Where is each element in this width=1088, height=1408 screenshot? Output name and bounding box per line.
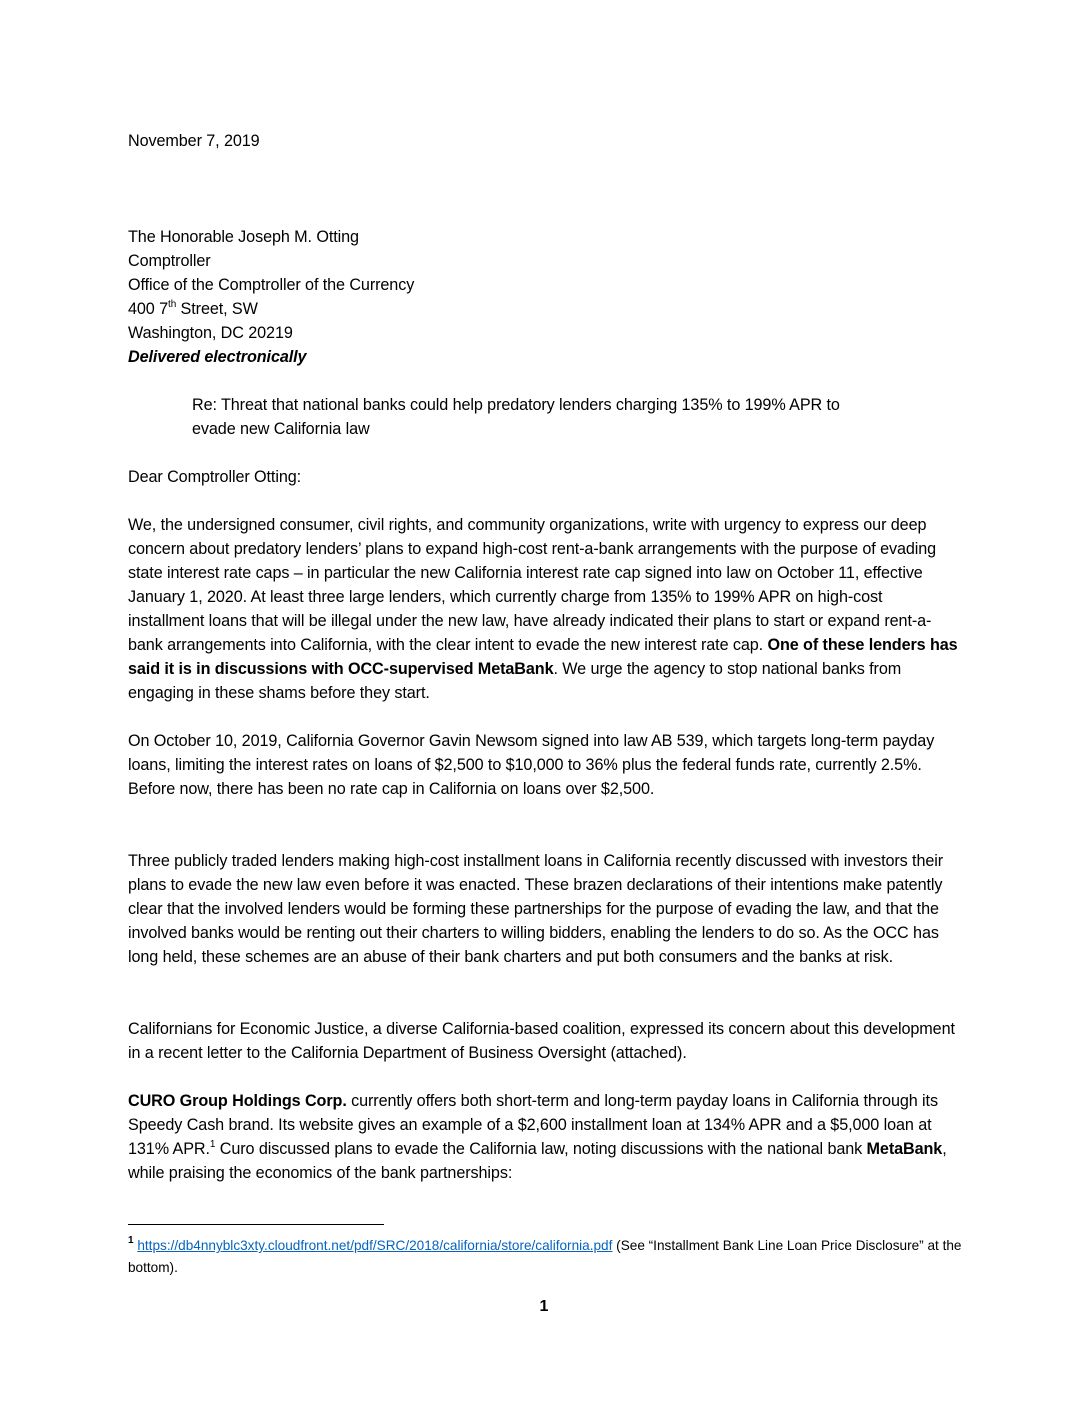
recipient-office: Office of the Comptroller of the Currency bbox=[128, 276, 415, 294]
salutation: Dear Comptroller Otting: bbox=[128, 468, 302, 486]
delivery-note: Delivered electronically bbox=[128, 348, 307, 366]
paragraph-2: On October 10, 2019, California Governor Gavin Newsom signed into law AB 539, which targets long-term payday loans, limiting the interest rates on loans of $2,500 to $10,000 to 36% plus the federal funds rate, currently 2.5%. Before now, there has been no rate cap in California on loans over $2,500. bbox=[128, 732, 935, 798]
paragraph-5: CURO Group Holdings Corp. currently offers both short-term and long-term payday loans in California through its Speedy Cash brand. Its website gives an example of a $2,600 installment loan at 134% APR and a $5,000 loan at 131% APR.$^1$ Curo discussed plans to evade the California law, noting discussions with the national bank MetaBank, while praising the economics of the bank partnerships: bbox=[128, 1092, 947, 1182]
subject-line-2: evade new California law bbox=[192, 420, 370, 438]
footnote: $^1$ https://db4nnyblc3xty.cloudfront.net/pdf/SRC/2018/california/store/california.pdf (See “Installment Bank Line Loan Price Disclosure” at the bottom). bbox=[128, 1235, 962, 1275]
paragraph-1: We, the undersigned consumer, civil rights, and community organizations, write with urgency to express our deep concern about predatory lenders’ plans to expand high-cost rent-a-bank arrangements with the purpose of evading state interest rate caps – in particular the new California interest rate cap signed into law on October 11, effective January 1, 2020. At least three large lenders, which currently charge from 135% to 199% APR on high-cost installment loans that will be illegal under the new law, have already indicated their plans to start or expand rent-a-bank arrangements into California, with the clear intent to evade the new interest rate cap. One of these lenders has said it is in discussions with OCC-supervised MetaBank. We urge the agency to stop national banks from engaging in these shams before they start. bbox=[128, 516, 958, 702]
footnote-divider bbox=[128, 1224, 384, 1225]
footnote-link[interactable]: https://db4nnyblc3xty.cloudfront.net/pdf/SRC/2018/california/store/california.pdf bbox=[137, 1238, 613, 1253]
recipient-street: 400 7th Street, SW bbox=[128, 298, 258, 318]
recipient-title: Comptroller bbox=[128, 252, 211, 270]
footnote-ref: 1 bbox=[209, 1138, 216, 1150]
subject-line-1: Re: Threat that national banks could help predatory lenders charging 135% to 199% APR to bbox=[192, 396, 840, 414]
page-number: 1 bbox=[539, 1298, 549, 1315]
recipient-city: Washington, DC 20219 bbox=[128, 324, 293, 342]
paragraph-3: Three publicly traded lenders making high-cost installment loans in California recently discussed with investors their plans to evade the new law even before it was enacted. These brazen declarations of their intentions make patently clear that the involved lenders would be forming these partnerships for the purpose of evading the law, and that the involved banks would be renting out their charters to willing bidders, enabling the lenders to do so. As the OCC has long held, these schemes are an abuse of their bank charters and put both consumers and the banks at risk. bbox=[128, 852, 944, 966]
letter-date: November 7, 2019 bbox=[128, 132, 260, 150]
paragraph-4: Californians for Economic Justice, a diverse California-based coalition, expressed its concern about this development in a recent letter to the California Department of Business Oversight (attached). bbox=[128, 1020, 955, 1062]
recipient-name: The Honorable Joseph M. Otting bbox=[128, 228, 359, 246]
